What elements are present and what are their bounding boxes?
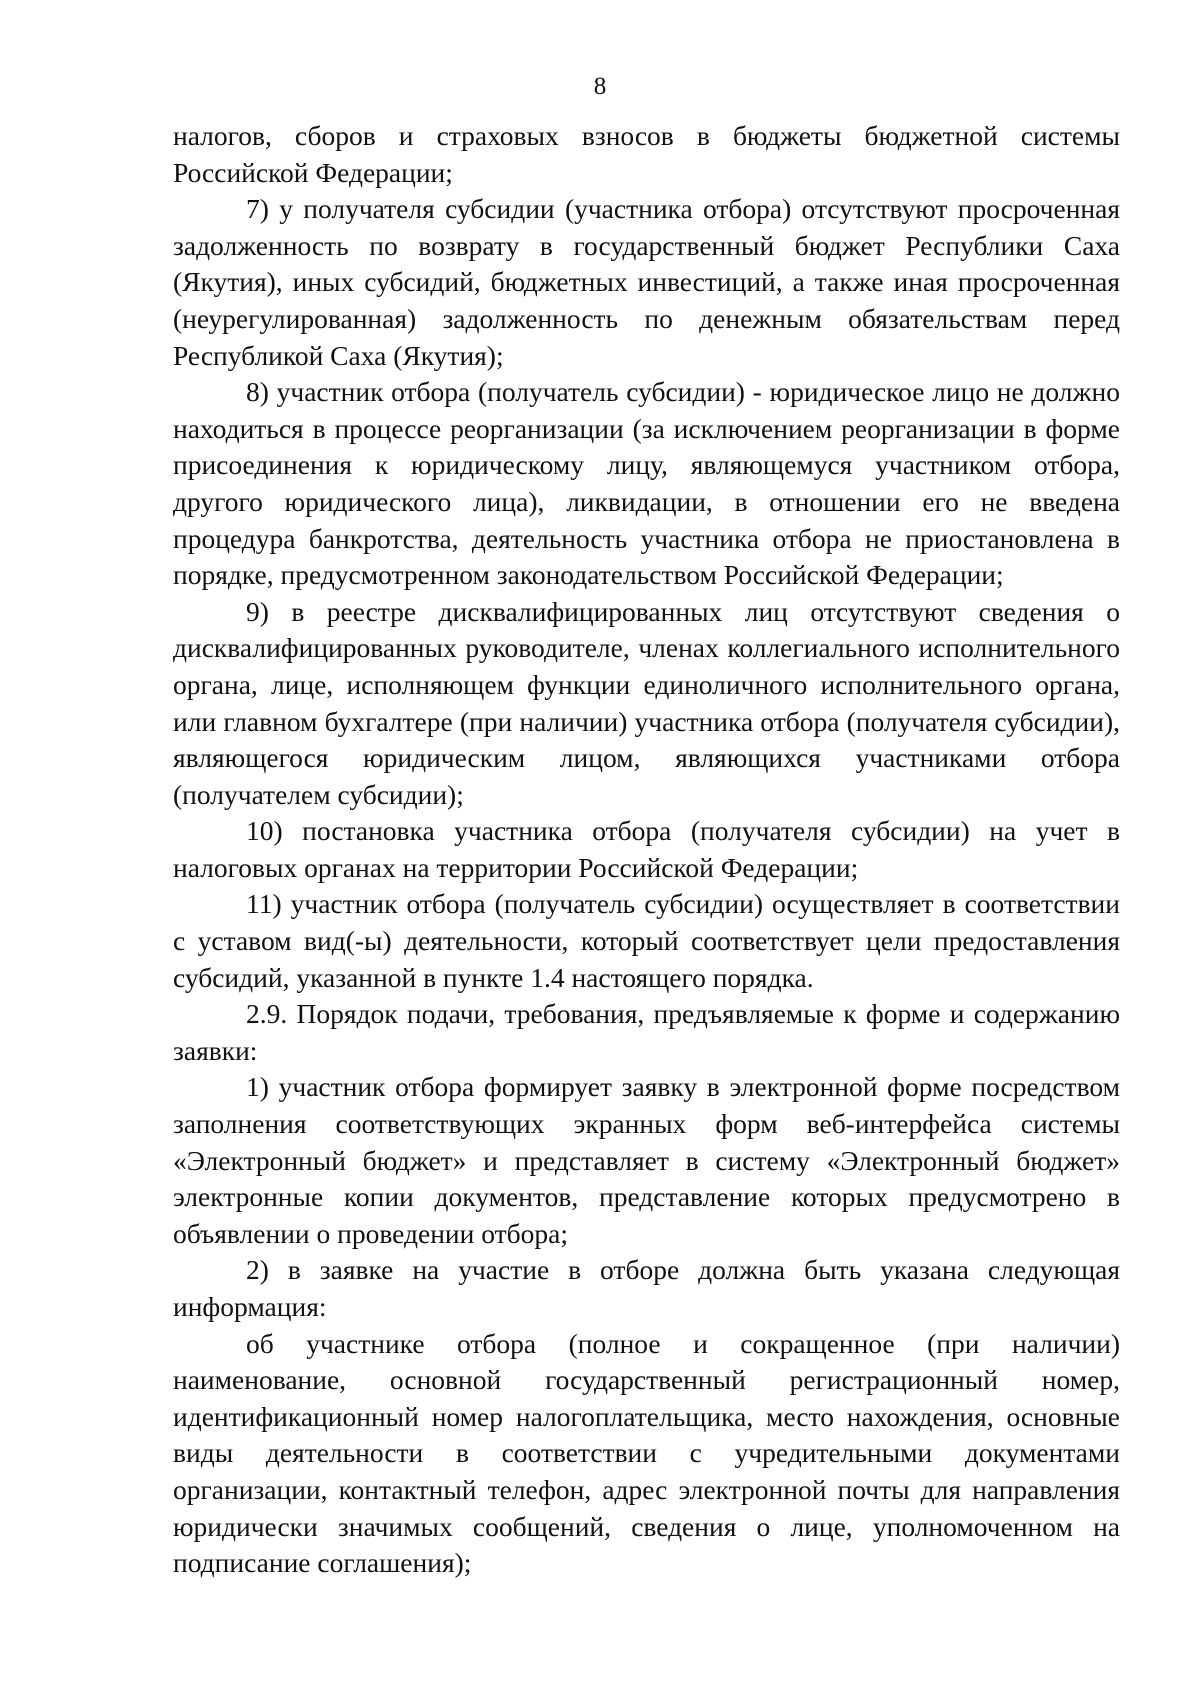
page-number: 8 [593,73,607,100]
paragraph-item-8: 8) участник отбора (получатель субсидии) - юридическое лицо не должно находиться в процессе реорганизации (за исключением реорганизации в форме присоединения к юридическому лицу, являющемуся участником отбора, другого юридического лица), ликвидации, в отношении его не введена процедура банкротства, деятельность участника отбора не приостановлена в порядке, предусмотренном законодательством Российской Федерации; [173,376,1120,591]
paragraph-participant-info: об участнике отбора (полное и сокращенное (при наличии) наименование, основной государственный регистрационный номер, идентификационный номер налогоплательщика, место нахождения, основные виды деятельности в соответствии с учредительными документами организации, контактный телефон, адрес электронной почты для направления юридически значимых сообщений, сведения о лице, уполномоченном на подписание соглашения); [173,1327,1120,1579]
paragraph-item-9: 9) в реестре дисквалифицированных лиц отсутствуют сведения о дисквалифицированных руководителе, членах коллегиального исполнительного органа, лице, исполняющем функции единоличного исполнительного органа, или главном бухгалтере (при наличии) участника отбора (получателя субсидии), являющегося юридическим лицом, являющихся участниками отбора (получателем субсидии); [173,595,1120,810]
paragraph-application-item-1: 1) участник отбора формирует заявку в электронной форме посредством заполнения соответствующих экранных форм веб-интерфейса системы «Электронный бюджет» и представляет в систему «Электронный бюджет» электронные копии документов, представление которых предусмотрено в объявлении о проведении отбора; [173,1071,1120,1249]
paragraph-item-10: 10) постановка участника отбора (получателя субсидии) на учет в налоговых органах на территории Российской Федерации; [173,815,1120,883]
paragraph-item-7: 7) у получателя субсидии (участника отбора) отсутствуют просроченная задолженность по возврату в государственный бюджет Республики Саха (Якутия), иных субсидий, бюджетных инвестиций, а также иная просроченная (неурегулированная) задолженность по денежным обязательствам перед Республикой Саха (Якутия); [173,193,1120,371]
paragraph-section-2-9: 2.9. Порядок подачи, требования, предъявляемые к форме и содержанию заявки: [173,998,1120,1066]
paragraph-application-item-2: 2) в заявке на участие в отборе должна быть указана следующая информация: [173,1254,1120,1322]
paragraph-item-11: 11) участник отбора (получатель субсидии) осуществляет в соответствии с уставом вид(-ы) деятельности, который соответствует цели предоставления субсидий, указанной в пункте 1.4 настоящего порядка. [173,888,1120,993]
document-body [173,118,1120,1582]
paragraph-taxes-continuation: налогов, сборов и страховых взносов в бюджеты бюджетной системы Российской Федерации; [173,120,1120,188]
